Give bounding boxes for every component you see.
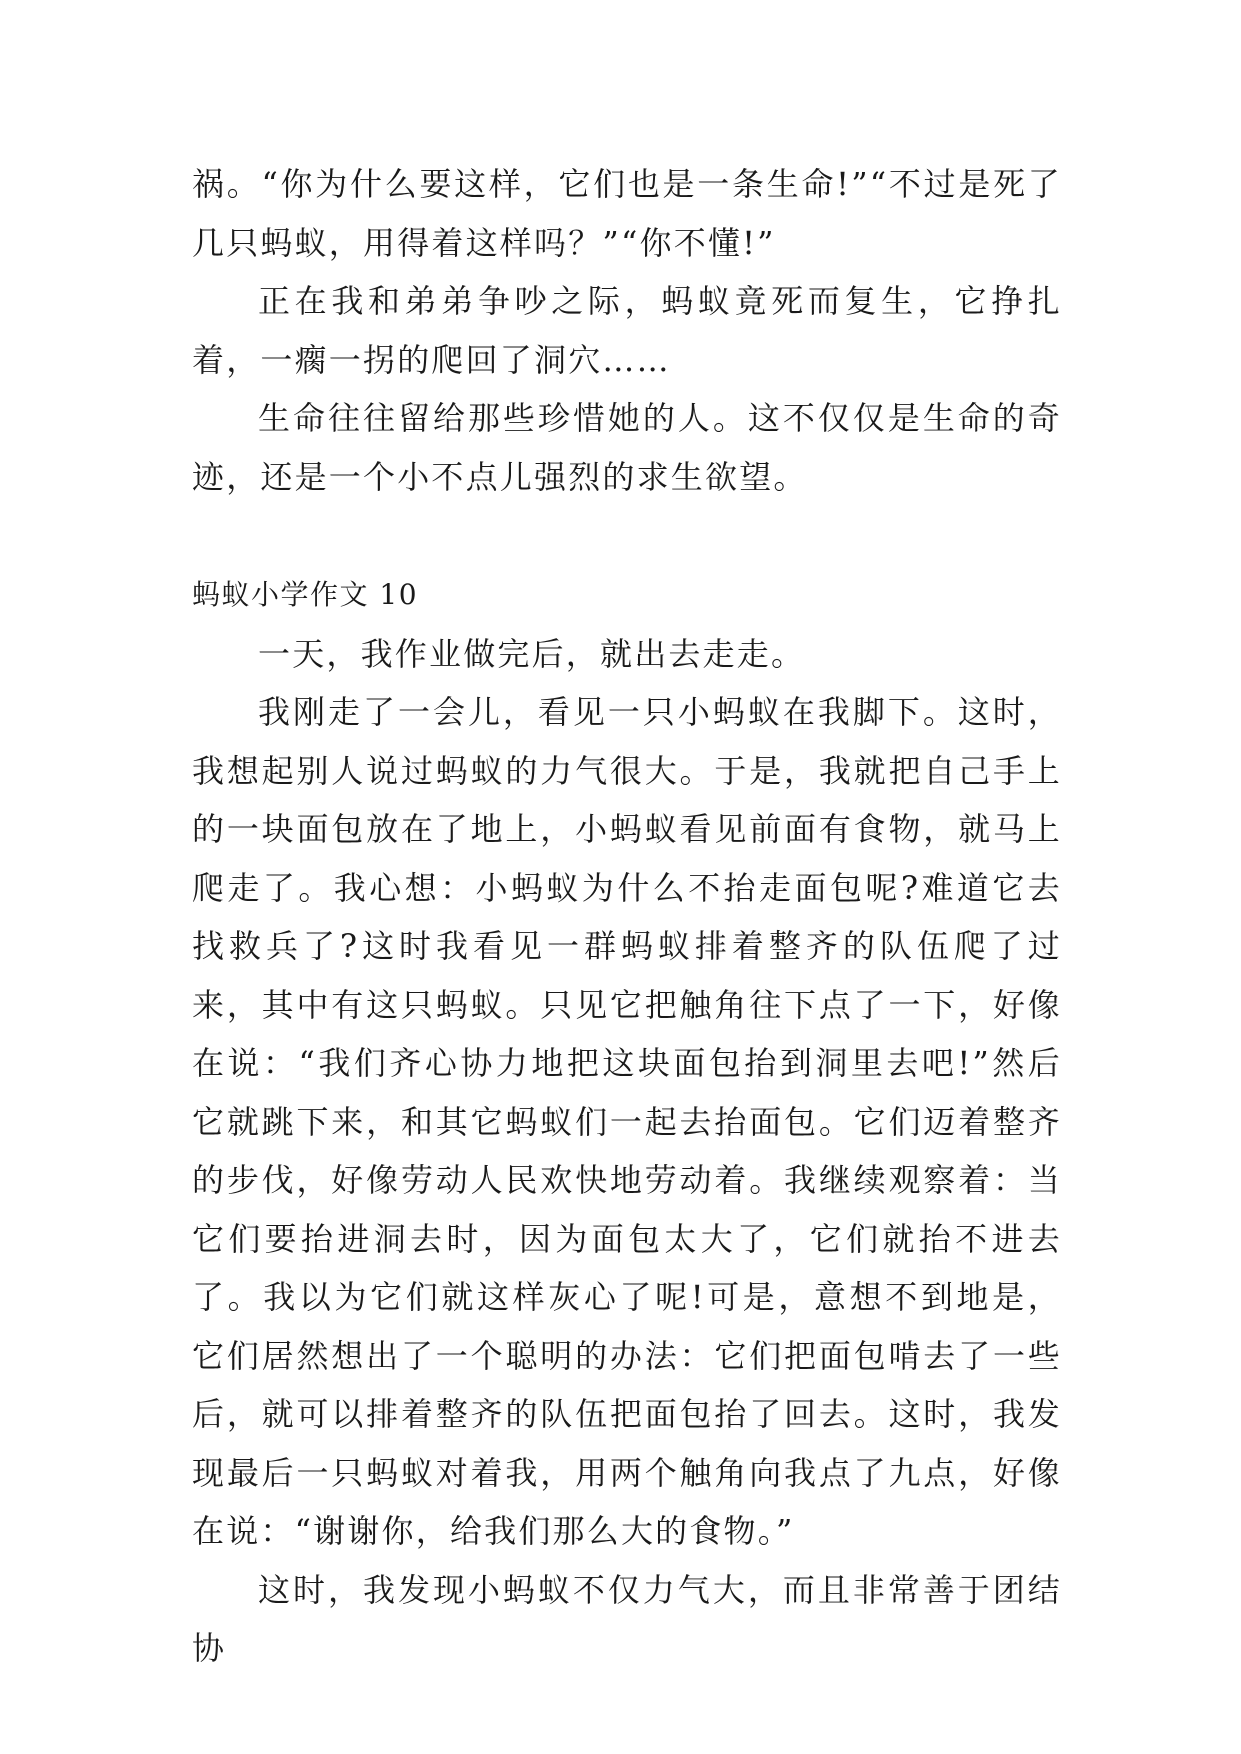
section-gap bbox=[192, 506, 1062, 566]
paragraph-intro: 一天，我作业做完后，就出去走走。 bbox=[258, 634, 806, 673]
paragraph-main-story: 我刚走了一会儿，看见一只小蚂蚁在我脚下。这时，我想起别人说过蚂蚁的力气很大。于是，我就把自己手上的一块面包放在了地上，小蚂蚁看见前面有食物，就马上爬走了。我心想：小蚂蚁为什么不抬走面包呢?难道它去找救兵了?这时我看见一群蚂蚁排着整齐的队伍爬了过来，其中有这只蚂蚁。只见它把触角往下点了一下，好像在说：“我们齐心协力地把这块面包抬到洞里去吧!”然后它就跳下来，和其它蚂蚁们一起去抬面包。它们迈着整齐的步伐，好像劳动人民欢快地劳动着。我继续观察着：当它们要抬进洞去时，因为面包太大了，它们就抬不进去了。我以为它们就这样灰心了呢!可是，意想不到地是，它们居然想出了一个聪明的办法：它们把面包啃去了一些后，就可以排着整齐的队伍把面包抬了回去。这时，我发现最后一只蚂蚁对着我，用两个触角向我点了九点，好像在说：“谢谢你，给我们那么大的食物。” bbox=[192, 693, 1062, 1550]
paragraph-ant-revives: 正在我和弟弟争吵之际，蚂蚁竟死而复生，它挣扎着，一瘸一拐的爬回了洞穴…… bbox=[192, 282, 1062, 379]
paragraph-life-miracle: 生命往往留给那些珍惜她的人。这不仅仅是生命的奇迹，还是一个小不点儿强烈的求生欲望。 bbox=[192, 399, 1062, 496]
paragraph-conclusion-start: 这时，我发现小蚂蚁不仅力气大，而且非常善于团结协 bbox=[192, 1570, 1062, 1667]
document-body bbox=[192, 155, 1062, 1678]
paragraph-continuation: 祸。“你为什么要这样，它们也是一条生命!”“不过是死了几只蚂蚁，用得着这样吗？”“你不懂!” bbox=[192, 165, 1062, 262]
essay-title: 蚂蚁小学作文 10 bbox=[192, 578, 419, 611]
